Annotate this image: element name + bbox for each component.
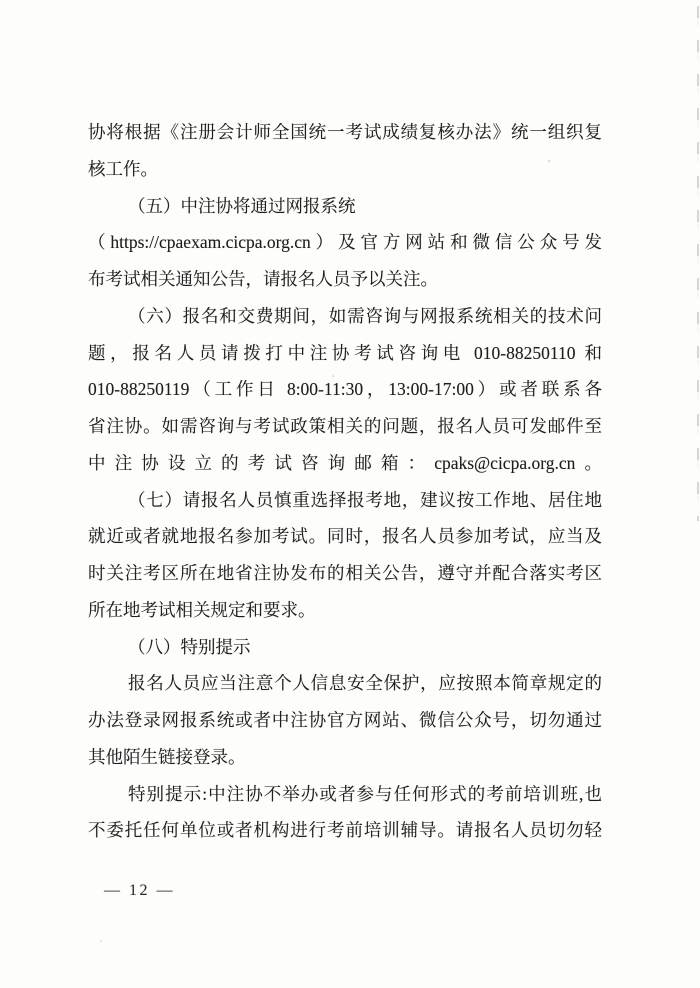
text-line: （五）中注协将通过网报系统 bbox=[128, 195, 356, 216]
page-number: — 12 — bbox=[104, 882, 175, 899]
text-line: 协将根据《注册会计师全国统一考试成绩复核办法》统一组织复 bbox=[88, 122, 602, 142]
text-line: 中注协设立的考试咨询邮箱：cpaks@cicpa.org.cn。 bbox=[88, 452, 602, 473]
text-line: （七）请报名人员慎重选择报考地，建议按工作地、居住地 bbox=[128, 489, 602, 510]
text-line: 010-88250119（工作日 8:00-11:30，13:00-17:00）或者联系各 bbox=[88, 379, 602, 400]
page-footer bbox=[104, 882, 175, 900]
scan-edge-artifact bbox=[697, 6, 700, 521]
text-line: 报名人员应当注意个人信息安全保护，应按照本简章规定的 bbox=[128, 673, 602, 694]
text-line: （八）特别提示 bbox=[128, 636, 251, 657]
text-line: 布考试相关通知公告，请报名人员予以关注。 bbox=[88, 269, 438, 289]
text-line: 特别提示:中注协不举办或者参与任何形式的考前培训班,也 bbox=[128, 783, 602, 804]
text-line: 题，报名人员请拨打中注协考试咨询电 010-88250110 和 bbox=[88, 342, 602, 363]
text-line: （https://cpaexam.cicpa.org.cn）及官方网站和微信公众号发 bbox=[88, 232, 602, 253]
text-line: 其他陌生链接登录。 bbox=[88, 746, 246, 767]
text-line: 所在地考试相关规定和要求。 bbox=[88, 599, 316, 620]
scan-noise-specks bbox=[0, 0, 2, 2]
text-line: 办法登录网报系统或者中注协官方网站、微信公众号，切勿通过 bbox=[88, 710, 602, 730]
text-line: 省注协。如需咨询与考试政策相关的问题，报名人员可发邮件至 bbox=[88, 416, 602, 436]
document-text-block bbox=[88, 114, 602, 849]
text-line: 时关注考区所在地省注协发布的相关公告，遵守并配合落实考区 bbox=[88, 563, 602, 583]
text-line: 不委托任何单位或者机构进行考前培训辅导。请报名人员切勿轻 bbox=[88, 820, 602, 841]
text-line: （六）报名和交费期间，如需咨询与网报系统相关的技术问 bbox=[128, 305, 602, 326]
text-line: 核工作。 bbox=[88, 158, 158, 179]
text-line: 就近或者就地报名参加考试。同时，报名人员参加考试，应当及 bbox=[88, 526, 602, 547]
